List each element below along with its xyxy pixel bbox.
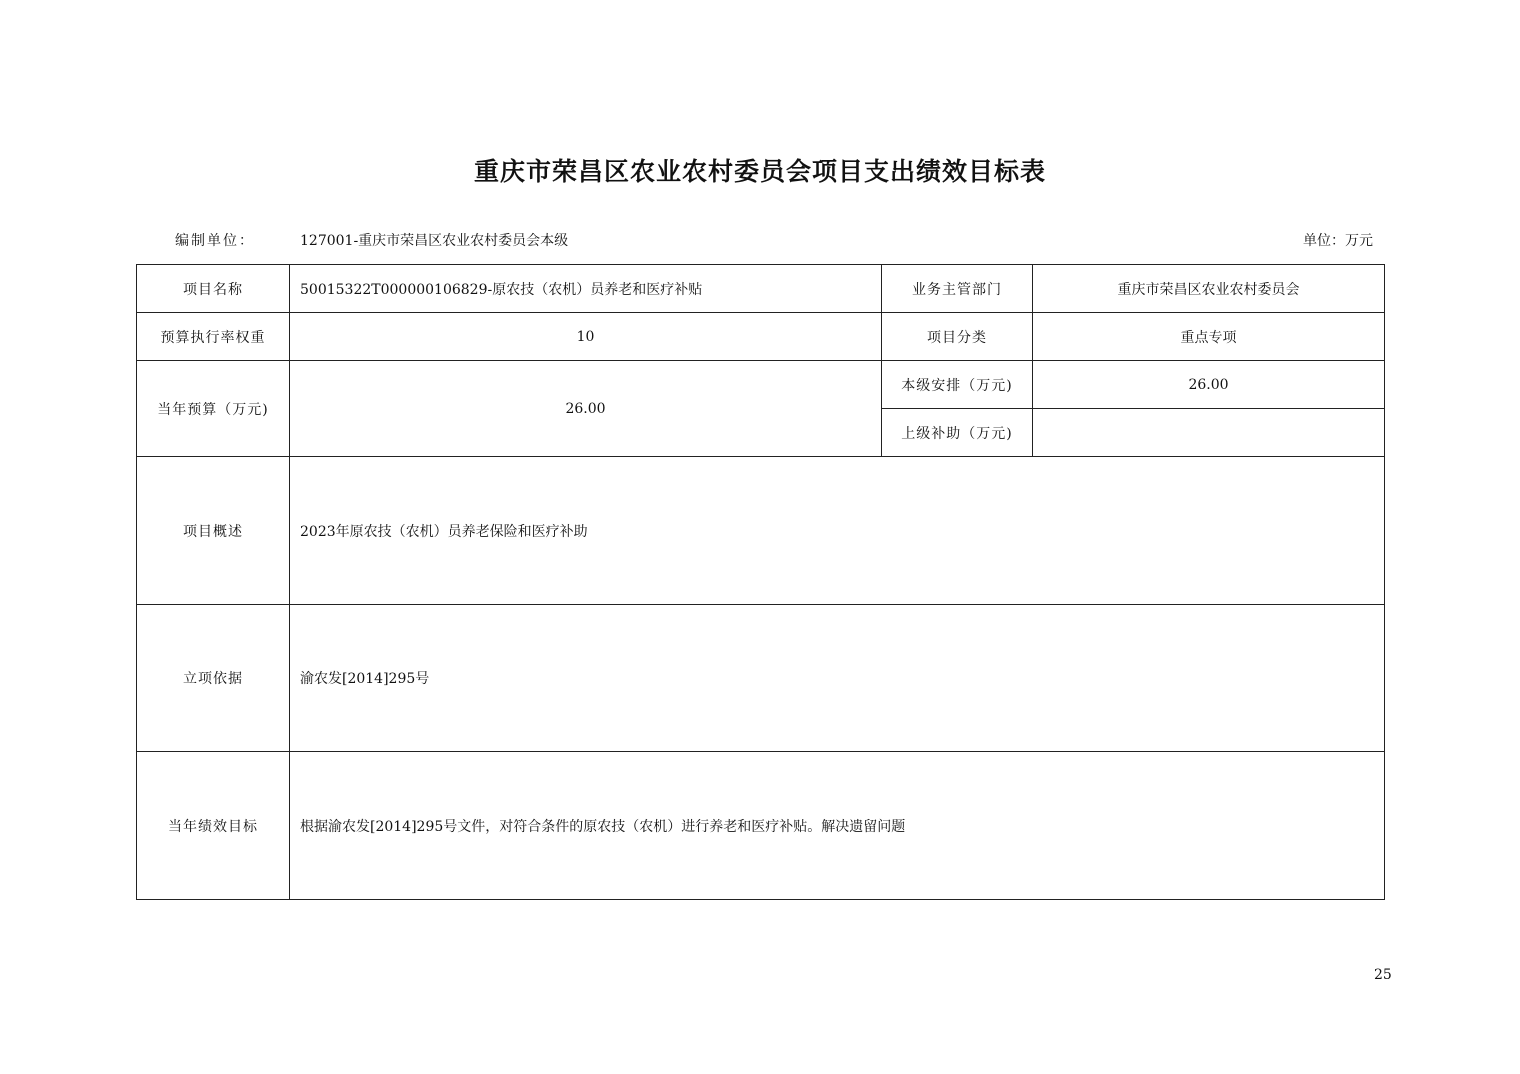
annual-budget-label: 当年预算（万元) (137, 361, 290, 457)
project-basis-label: 立项依据 (137, 605, 290, 752)
local-arrangement-value: 26.00 (1033, 361, 1385, 409)
project-category-value: 重点专项 (1033, 313, 1385, 361)
table-row (137, 457, 1385, 605)
project-overview-value: 2023年原农技（农机）员养老保险和医疗补助 (290, 457, 1385, 605)
currency-unit: 单位：万元 (1303, 233, 1373, 249)
project-category-label: 项目分类 (882, 313, 1033, 361)
upper-subsidy-label: 上级补助（万元) (882, 409, 1033, 457)
project-name-label: 项目名称 (137, 265, 290, 313)
execution-weight-value: 10 (290, 313, 882, 361)
table-row (137, 361, 1385, 409)
compiling-unit-value: 127001-重庆市荣昌区农业农村委员会本级 (300, 233, 569, 249)
compiling-unit-label: 编制单位： (175, 233, 255, 249)
annual-budget-value: 26.00 (290, 361, 882, 457)
execution-weight-label: 预算执行率权重 (137, 313, 290, 361)
upper-subsidy-value (1033, 409, 1385, 457)
department-label: 业务主管部门 (882, 265, 1033, 313)
performance-target-table (136, 264, 1385, 900)
table-row (137, 313, 1385, 361)
annual-goal-label: 当年绩效目标 (137, 752, 290, 900)
page-title: 重庆市荣昌区农业农村委员会项目支出绩效目标表 (473, 157, 1046, 186)
local-arrangement-label: 本级安排（万元) (882, 361, 1033, 409)
project-basis-value: 渝农发[2014]295号 (290, 605, 1385, 752)
table-row (137, 265, 1385, 313)
table-row (137, 752, 1385, 900)
project-name-value: 50015322T000000106829-原农技（农机）员养老和医疗补贴 (290, 265, 882, 313)
table-row (137, 605, 1385, 752)
department-value: 重庆市荣昌区农业农村委员会 (1033, 265, 1385, 313)
project-overview-label: 项目概述 (137, 457, 290, 605)
page-number: 25 (1374, 967, 1392, 983)
annual-goal-value: 根据渝农发[2014]295号文件，对符合条件的原农技（农机）进行养老和医疗补贴。解决遗留问题 (290, 752, 1385, 900)
